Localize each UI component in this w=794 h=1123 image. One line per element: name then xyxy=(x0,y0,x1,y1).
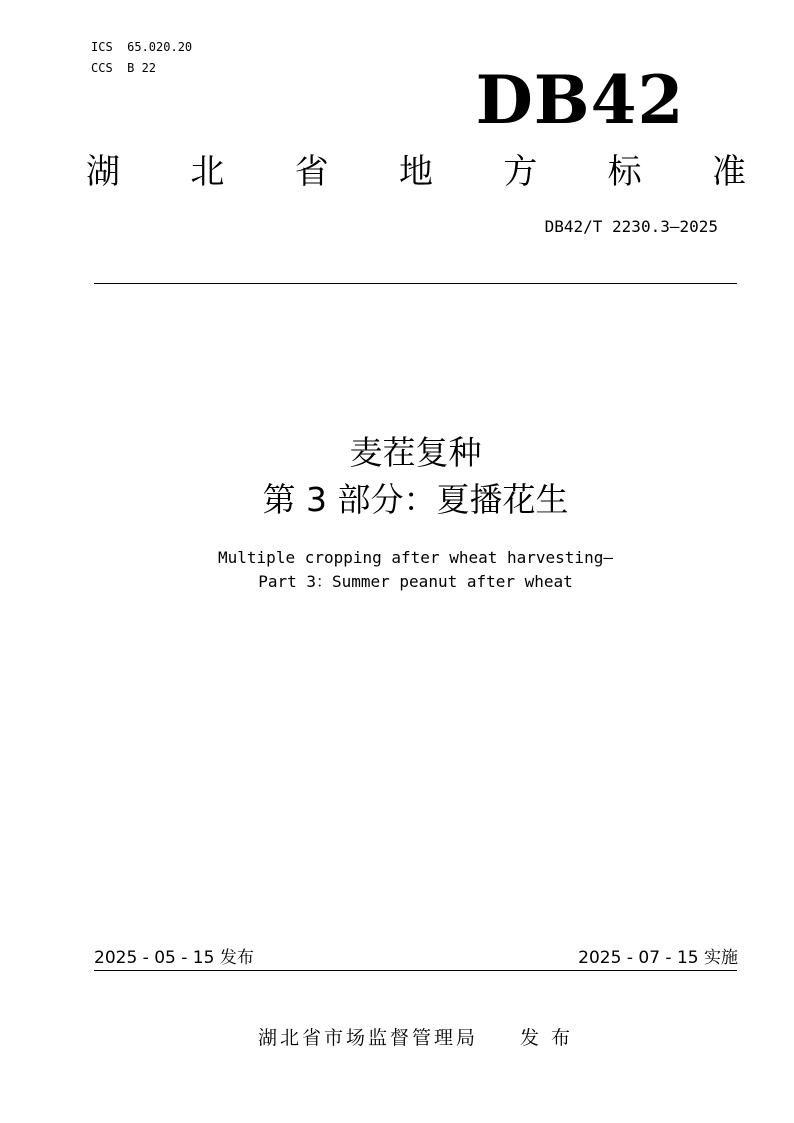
standard-type-char: 地 xyxy=(398,152,433,192)
title-english-main: Multiple cropping after wheat harvesting— xyxy=(218,548,613,567)
title-chinese-main: 麦茬复种 xyxy=(349,433,482,472)
standard-type-heading xyxy=(86,150,746,194)
ccs-code: CCS B 22 xyxy=(91,61,157,75)
standard-number: DB42/T 2230.3—2025 xyxy=(544,217,718,236)
publisher-name: 湖北省市场监督管理局 xyxy=(257,1027,478,1049)
ics-code: ICS 65.020.20 xyxy=(91,40,193,54)
standard-type-char: 标 xyxy=(607,152,642,192)
standard-type-char: 湖 xyxy=(86,152,120,192)
standard-type-char: 省 xyxy=(294,152,329,192)
implementation-date: 2025 - 07 - 15 实施 xyxy=(578,948,738,968)
footer-divider xyxy=(94,970,737,971)
header-divider xyxy=(94,283,737,284)
db42-logo: DB42 xyxy=(475,61,685,139)
publisher-line xyxy=(94,1025,737,1051)
standard-type-char: 准 xyxy=(711,152,746,192)
title-english-part: Part 3：Summer peanut after wheat xyxy=(258,572,573,591)
standard-type-char: 北 xyxy=(190,152,225,192)
title-chinese-part: 第 3 部分：夏播花生 xyxy=(262,480,569,519)
publish-date: 2025 - 05 - 15 发布 xyxy=(94,948,254,968)
standard-type-char: 方 xyxy=(503,152,538,192)
publish-label: 发 布 xyxy=(519,1027,574,1049)
